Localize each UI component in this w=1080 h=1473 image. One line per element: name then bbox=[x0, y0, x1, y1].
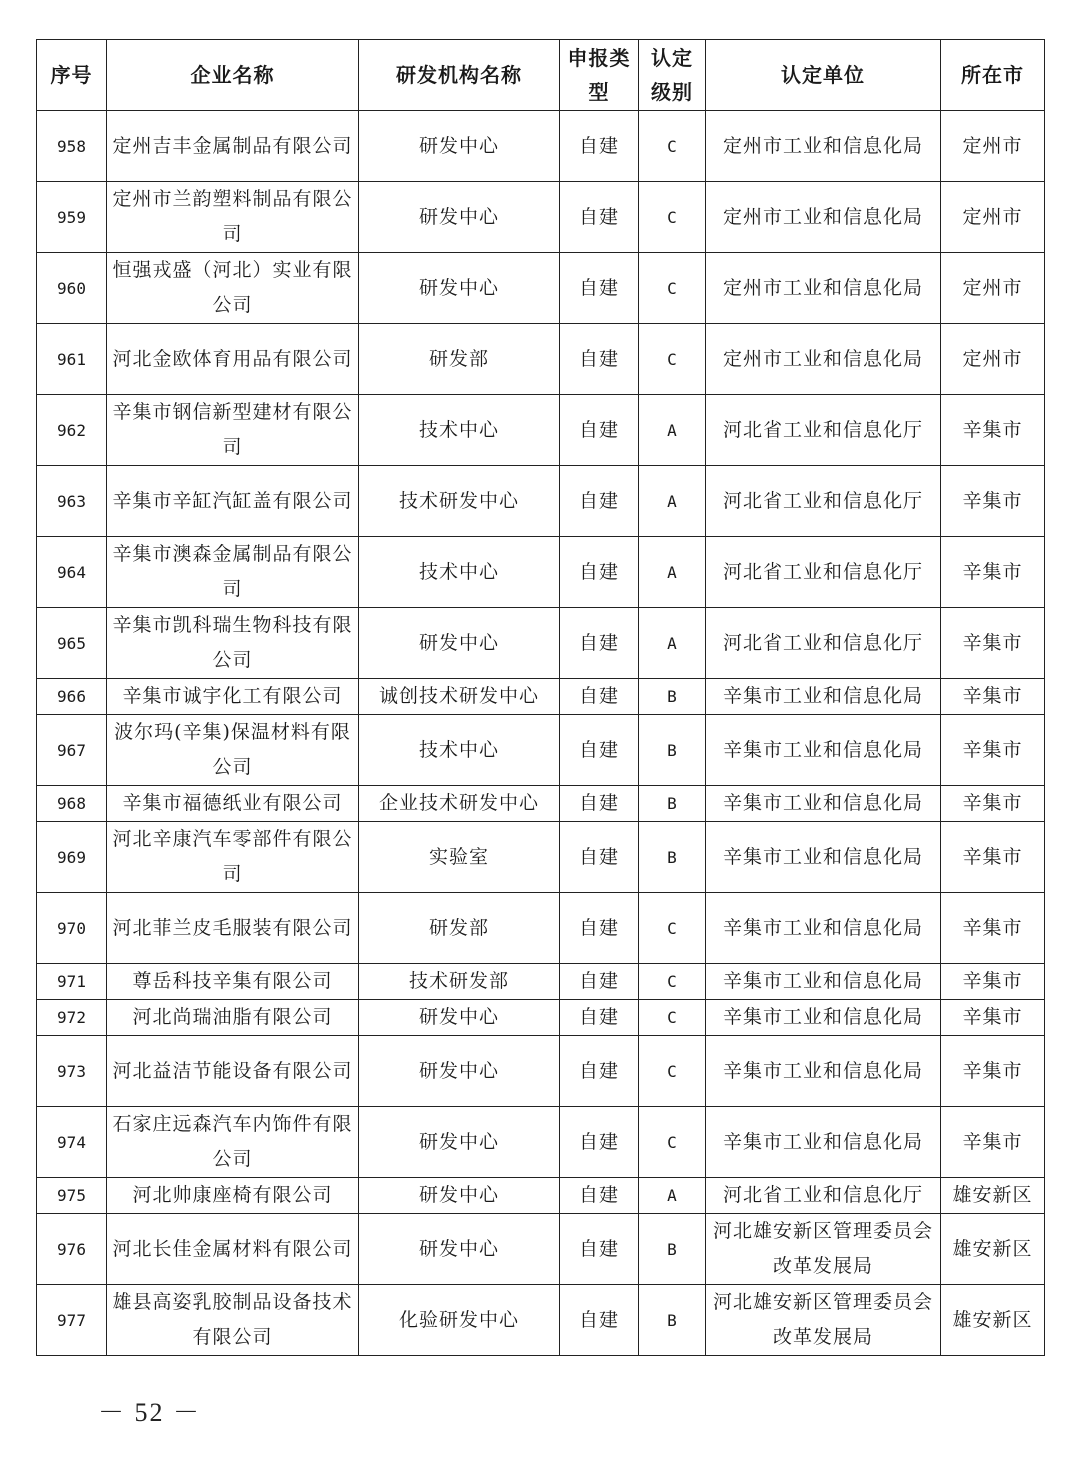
cell-company: 辛集市澳森金属制品有限公司 bbox=[107, 537, 359, 608]
header-company: 企业名称 bbox=[107, 40, 359, 111]
cell-institution: 化验研发中心 bbox=[359, 1285, 560, 1356]
cell-unit: 辛集市工业和信息化局 bbox=[706, 786, 941, 822]
cell-level: A bbox=[639, 608, 706, 679]
cell-level: C bbox=[639, 893, 706, 964]
cell-unit: 河北省工业和信息化厅 bbox=[706, 466, 941, 537]
cell-city: 定州市 bbox=[941, 111, 1045, 182]
cell-institution: 研发中心 bbox=[359, 1107, 560, 1178]
cell-level: A bbox=[639, 395, 706, 466]
cell-level: A bbox=[639, 466, 706, 537]
cell-company: 雄县高姿乳胶制品设备技术有限公司 bbox=[107, 1285, 359, 1356]
cell-institution: 技术中心 bbox=[359, 537, 560, 608]
cell-unit: 辛集市工业和信息化局 bbox=[706, 893, 941, 964]
cell-unit: 定州市工业和信息化局 bbox=[706, 253, 941, 324]
cell-level: C bbox=[639, 1000, 706, 1036]
cell-institution: 研发中心 bbox=[359, 1178, 560, 1214]
cell-institution: 研发中心 bbox=[359, 253, 560, 324]
table-row bbox=[37, 324, 1045, 395]
table-row bbox=[37, 253, 1045, 324]
cell-city: 辛集市 bbox=[941, 893, 1045, 964]
table-row bbox=[37, 182, 1045, 253]
table-row bbox=[37, 395, 1045, 466]
cell-unit: 定州市工业和信息化局 bbox=[706, 324, 941, 395]
cell-city: 辛集市 bbox=[941, 822, 1045, 893]
cell-seq: 974 bbox=[37, 1107, 107, 1178]
table-row bbox=[37, 1000, 1045, 1036]
cell-apply-type: 自建 bbox=[560, 964, 639, 1000]
cell-level: C bbox=[639, 324, 706, 395]
cell-level: A bbox=[639, 1178, 706, 1214]
cell-company: 河北辛康汽车零部件有限公司 bbox=[107, 822, 359, 893]
cell-institution: 研发中心 bbox=[359, 608, 560, 679]
table-row bbox=[37, 893, 1045, 964]
cell-unit: 辛集市工业和信息化局 bbox=[706, 1036, 941, 1107]
enterprise-table-container bbox=[36, 39, 1044, 1356]
cell-level: B bbox=[639, 679, 706, 715]
cell-seq: 970 bbox=[37, 893, 107, 964]
cell-company: 河北菲兰皮毛服装有限公司 bbox=[107, 893, 359, 964]
cell-institution: 研发中心 bbox=[359, 1036, 560, 1107]
cell-company: 辛集市凯科瑞生物科技有限公司 bbox=[107, 608, 359, 679]
cell-institution: 技术研发部 bbox=[359, 964, 560, 1000]
cell-seq: 977 bbox=[37, 1285, 107, 1356]
cell-unit: 河北省工业和信息化厅 bbox=[706, 1178, 941, 1214]
cell-company: 石家庄远森汽车内饰件有限公司 bbox=[107, 1107, 359, 1178]
cell-apply-type: 自建 bbox=[560, 111, 639, 182]
cell-company: 河北尚瑞油脂有限公司 bbox=[107, 1000, 359, 1036]
header-unit: 认定单位 bbox=[706, 40, 941, 111]
header-apply-type: 申报类型 bbox=[560, 40, 639, 111]
cell-level: C bbox=[639, 253, 706, 324]
cell-seq: 967 bbox=[37, 715, 107, 786]
cell-unit: 河北省工业和信息化厅 bbox=[706, 608, 941, 679]
cell-level: C bbox=[639, 182, 706, 253]
cell-apply-type: 自建 bbox=[560, 395, 639, 466]
cell-seq: 965 bbox=[37, 608, 107, 679]
cell-city: 辛集市 bbox=[941, 1000, 1045, 1036]
cell-city: 辛集市 bbox=[941, 964, 1045, 1000]
cell-unit: 定州市工业和信息化局 bbox=[706, 182, 941, 253]
table-row bbox=[37, 964, 1045, 1000]
cell-unit: 定州市工业和信息化局 bbox=[706, 111, 941, 182]
cell-seq: 961 bbox=[37, 324, 107, 395]
cell-city: 辛集市 bbox=[941, 715, 1045, 786]
cell-company: 恒强戎盛（河北）实业有限公司 bbox=[107, 253, 359, 324]
cell-institution: 技术中心 bbox=[359, 715, 560, 786]
cell-seq: 975 bbox=[37, 1178, 107, 1214]
cell-level: C bbox=[639, 111, 706, 182]
cell-seq: 958 bbox=[37, 111, 107, 182]
cell-unit: 河北雄安新区管理委员会改革发展局 bbox=[706, 1285, 941, 1356]
cell-level: B bbox=[639, 1285, 706, 1356]
cell-level: B bbox=[639, 715, 706, 786]
cell-unit: 河北省工业和信息化厅 bbox=[706, 537, 941, 608]
cell-unit: 河北雄安新区管理委员会改革发展局 bbox=[706, 1214, 941, 1285]
cell-city: 雄安新区 bbox=[941, 1285, 1045, 1356]
cell-seq: 959 bbox=[37, 182, 107, 253]
page-number: － 52 － bbox=[98, 1398, 202, 1427]
cell-apply-type: 自建 bbox=[560, 1285, 639, 1356]
table-row bbox=[37, 1178, 1045, 1214]
cell-apply-type: 自建 bbox=[560, 1178, 639, 1214]
table-row bbox=[37, 1214, 1045, 1285]
cell-seq: 973 bbox=[37, 1036, 107, 1107]
cell-seq: 960 bbox=[37, 253, 107, 324]
cell-institution: 研发中心 bbox=[359, 111, 560, 182]
cell-unit: 辛集市工业和信息化局 bbox=[706, 1107, 941, 1178]
cell-company: 尊岳科技辛集有限公司 bbox=[107, 964, 359, 1000]
cell-institution: 诚创技术研发中心 bbox=[359, 679, 560, 715]
cell-level: A bbox=[639, 537, 706, 608]
cell-level: B bbox=[639, 822, 706, 893]
cell-city: 辛集市 bbox=[941, 395, 1045, 466]
table-row bbox=[37, 1107, 1045, 1178]
cell-company: 河北益洁节能设备有限公司 bbox=[107, 1036, 359, 1107]
cell-city: 定州市 bbox=[941, 324, 1045, 395]
cell-seq: 972 bbox=[37, 1000, 107, 1036]
cell-apply-type: 自建 bbox=[560, 324, 639, 395]
cell-seq: 968 bbox=[37, 786, 107, 822]
cell-unit: 辛集市工业和信息化局 bbox=[706, 822, 941, 893]
cell-city: 辛集市 bbox=[941, 608, 1045, 679]
table-row bbox=[37, 1036, 1045, 1107]
cell-city: 辛集市 bbox=[941, 1107, 1045, 1178]
cell-apply-type: 自建 bbox=[560, 466, 639, 537]
cell-city: 辛集市 bbox=[941, 1036, 1045, 1107]
header-level: 认定级别 bbox=[639, 40, 706, 111]
cell-apply-type: 自建 bbox=[560, 1107, 639, 1178]
header-institution: 研发机构名称 bbox=[359, 40, 560, 111]
table-row bbox=[37, 608, 1045, 679]
cell-company: 波尔玛(辛集)保温材料有限公司 bbox=[107, 715, 359, 786]
cell-level: C bbox=[639, 1107, 706, 1178]
cell-apply-type: 自建 bbox=[560, 182, 639, 253]
rd-institution-table bbox=[36, 39, 1045, 1356]
cell-seq: 964 bbox=[37, 537, 107, 608]
cell-unit: 河北省工业和信息化厅 bbox=[706, 395, 941, 466]
cell-institution: 技术中心 bbox=[359, 395, 560, 466]
table-row bbox=[37, 786, 1045, 822]
cell-city: 定州市 bbox=[941, 182, 1045, 253]
cell-apply-type: 自建 bbox=[560, 253, 639, 324]
cell-institution: 企业技术研发中心 bbox=[359, 786, 560, 822]
cell-apply-type: 自建 bbox=[560, 1000, 639, 1036]
cell-institution: 技术研发中心 bbox=[359, 466, 560, 537]
table-row bbox=[37, 111, 1045, 182]
cell-unit: 辛集市工业和信息化局 bbox=[706, 715, 941, 786]
cell-city: 辛集市 bbox=[941, 466, 1045, 537]
cell-company: 河北金欧体育用品有限公司 bbox=[107, 324, 359, 395]
cell-seq: 969 bbox=[37, 822, 107, 893]
cell-apply-type: 自建 bbox=[560, 822, 639, 893]
cell-seq: 971 bbox=[37, 964, 107, 1000]
cell-seq: 962 bbox=[37, 395, 107, 466]
cell-level: C bbox=[639, 964, 706, 1000]
table-row bbox=[37, 715, 1045, 786]
cell-company: 定州吉丰金属制品有限公司 bbox=[107, 111, 359, 182]
cell-institution: 研发部 bbox=[359, 893, 560, 964]
table-body bbox=[37, 111, 1045, 1356]
cell-apply-type: 自建 bbox=[560, 679, 639, 715]
cell-city: 雄安新区 bbox=[941, 1214, 1045, 1285]
table-row bbox=[37, 466, 1045, 537]
cell-apply-type: 自建 bbox=[560, 537, 639, 608]
cell-seq: 966 bbox=[37, 679, 107, 715]
cell-city: 雄安新区 bbox=[941, 1178, 1045, 1214]
cell-institution: 实验室 bbox=[359, 822, 560, 893]
cell-city: 辛集市 bbox=[941, 679, 1045, 715]
cell-city: 辛集市 bbox=[941, 537, 1045, 608]
cell-company: 河北长佳金属材料有限公司 bbox=[107, 1214, 359, 1285]
cell-seq: 976 bbox=[37, 1214, 107, 1285]
cell-apply-type: 自建 bbox=[560, 1036, 639, 1107]
cell-apply-type: 自建 bbox=[560, 893, 639, 964]
cell-level: B bbox=[639, 786, 706, 822]
cell-institution: 研发中心 bbox=[359, 182, 560, 253]
cell-institution: 研发部 bbox=[359, 324, 560, 395]
table-row bbox=[37, 822, 1045, 893]
cell-apply-type: 自建 bbox=[560, 715, 639, 786]
table-row bbox=[37, 1285, 1045, 1356]
cell-apply-type: 自建 bbox=[560, 1214, 639, 1285]
cell-institution: 研发中心 bbox=[359, 1000, 560, 1036]
cell-unit: 辛集市工业和信息化局 bbox=[706, 1000, 941, 1036]
cell-apply-type: 自建 bbox=[560, 608, 639, 679]
cell-company: 辛集市辛缸汽缸盖有限公司 bbox=[107, 466, 359, 537]
cell-level: B bbox=[639, 1214, 706, 1285]
cell-unit: 辛集市工业和信息化局 bbox=[706, 679, 941, 715]
cell-city: 辛集市 bbox=[941, 786, 1045, 822]
cell-seq: 963 bbox=[37, 466, 107, 537]
header-seq: 序号 bbox=[37, 40, 107, 111]
cell-company: 辛集市钢信新型建材有限公司 bbox=[107, 395, 359, 466]
cell-institution: 研发中心 bbox=[359, 1214, 560, 1285]
cell-company: 河北帅康座椅有限公司 bbox=[107, 1178, 359, 1214]
table-header-row bbox=[37, 40, 1045, 111]
table-row bbox=[37, 537, 1045, 608]
cell-unit: 辛集市工业和信息化局 bbox=[706, 964, 941, 1000]
cell-apply-type: 自建 bbox=[560, 786, 639, 822]
cell-city: 定州市 bbox=[941, 253, 1045, 324]
cell-company: 辛集市诚宇化工有限公司 bbox=[107, 679, 359, 715]
cell-company: 辛集市福德纸业有限公司 bbox=[107, 786, 359, 822]
cell-level: C bbox=[639, 1036, 706, 1107]
table-row bbox=[37, 679, 1045, 715]
header-city: 所在市 bbox=[941, 40, 1045, 111]
cell-company: 定州市兰韵塑料制品有限公司 bbox=[107, 182, 359, 253]
